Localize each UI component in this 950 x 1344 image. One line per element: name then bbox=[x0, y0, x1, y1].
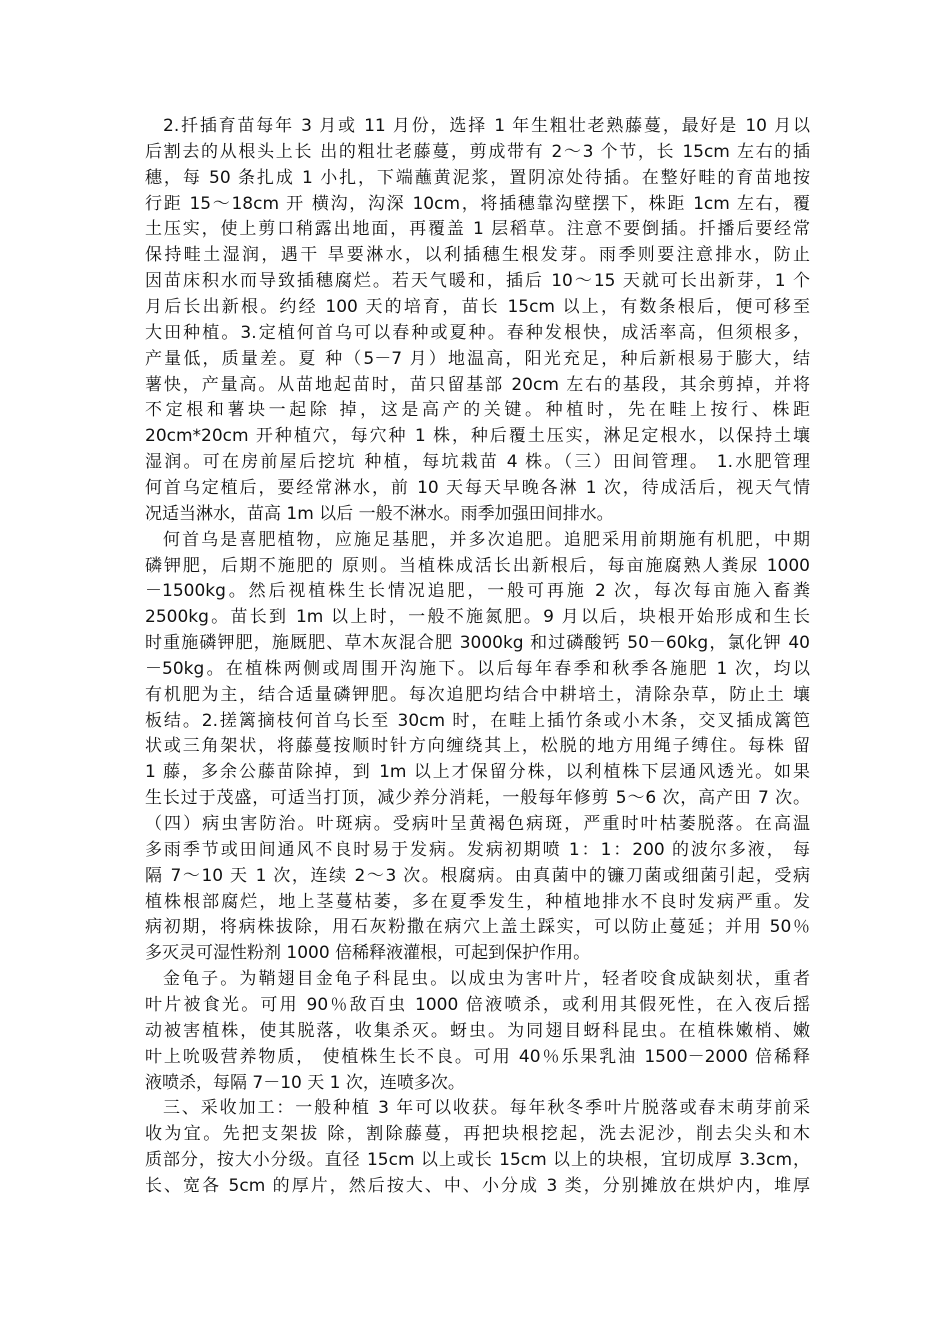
text-line: 质部分，按大小分级。直径 15cm 以上或长 15cm 以上的块根，宜切成厚 3.3cm， bbox=[145, 1150, 810, 1170]
text-line: 况适当淋水，苗高 1m 以后 一般不淋水。雨季加强田间排水。 bbox=[145, 503, 614, 524]
text-line: －50kg。在植株两侧或周围开沟施下。以后每年春季和秋季各施肥 1 次，均以 bbox=[145, 658, 810, 679]
text-line: 多灭灵可湿性粉剂 1000 倍稀释液灌根，可起到保护作用。 bbox=[145, 943, 591, 964]
text-line: 长、宽各 5cm 的厚片，然后按大、中、小分成 3 类，分别摊放在烘炉内，堆厚 bbox=[145, 1175, 810, 1196]
text-line: 土压实，使上剪口稍露出地面，再覆盖 1 层稻草。注意不要倒插。扦播后要经常 bbox=[145, 219, 810, 240]
text-line: 状或三角架状，将藤蔓按顺时针方向缠绕其上，松脱的地方用绳子缚住。每株 留 bbox=[145, 736, 810, 757]
text-line: 产量低，质量差。夏 种（5－7 月）地温高，阳光充足，种后新根易于膨大，结 bbox=[145, 348, 810, 369]
text-line: 2.扦插育苗每年 3 月或 11 月份，选择 1 年生粗壮老熟藤蔓，最好是 10 月以 bbox=[163, 116, 810, 136]
text-line: 何首乌是喜肥植物，应施足基肥，并多次追肥。追肥采用前期施有机肥，中期 bbox=[163, 529, 810, 550]
text-line: 薯快，产量高。从苗地起苗时，苗只留基部 20cm 左右的基段，其余剪掉，并将 bbox=[145, 374, 810, 395]
text-line: －1500kg。然后视植株生长情况追肥，一般可再施 2 次，每次每亩施入畜粪 bbox=[145, 581, 810, 602]
text-line: 月后长出新根。约经 100 天的培育，苗长 15cm 以上，有数条根后，便可移至 bbox=[145, 297, 810, 317]
text-line: 2500kg。苗长到 1m 以上时，一般不施氮肥。9 月以后，块根开始形成和生长 bbox=[145, 607, 810, 628]
text-line: 植株根部腐烂，地上茎蔓枯萎，多在夏季发生，种植地排水不良时发病严重。发 bbox=[145, 891, 810, 912]
text-line: 三、采收加工：一般种植 3 年可以收获。每年秋冬季叶片脱落或春末萌芽前采 bbox=[163, 1098, 810, 1119]
text-line: 隔 7～10 天 1 次，连续 2～3 次。根腐病。由真菌中的镰刀菌或细菌引起，受病 bbox=[145, 865, 810, 886]
text-line: 动被害植株，使其脱落，收集杀灭。蚜虫。为同翅目蚜科昆虫。在植株嫩梢、嫩 bbox=[145, 1020, 810, 1041]
text-line: 因苗床积水而导致插穗腐烂。若天气暖和，插后 10～15 天就可长出新芽，1 个 bbox=[145, 271, 810, 292]
text-line: 保持畦土湿润，遇干 旱要淋水，以利插穗生根发芽。雨季则要注意排水，防止 bbox=[145, 245, 810, 266]
text-line: 多雨季节或田间通风不良时易于发病。发病初期喷 1：1：200 的波尔多液， 每 bbox=[145, 839, 810, 860]
text-line: 行距 15～18cm 开 横沟，沟深 10cm，将插穗靠沟壁摆下，株距 1cm 左右，覆 bbox=[145, 193, 810, 214]
text-line: 收为宜。先把支架拔 除，割除藤蔓，再把块根挖起，洗去泥沙，削去尖头和木 bbox=[145, 1124, 810, 1145]
text-line: 湿润。可在房前屋后挖坑 种植，每坑栽苗 4 株。（三）田间管理。 1.水肥管理 bbox=[145, 452, 810, 473]
text-line: 有机肥为主，结合适量磷钾肥。每次追肥均结合中耕培土，清除杂草，防止土 壤 bbox=[145, 684, 810, 705]
text-line: 大田种植。3.定植何首乌可以春种或夏种。春种发根快，成活率高，但须根多， bbox=[145, 322, 810, 343]
text-line: 生长过于茂盛，可适当打顶，减少养分消耗，一般每年修剪 5～6 次，高产田 7 次。 bbox=[145, 788, 810, 809]
text-line: 时重施磷钾肥，施厩肥、草木灰混合肥 3000kg 和过磷酸钙 50－60kg，氯化钾 40 bbox=[145, 633, 810, 653]
text-line: 穗，每 50 条扎成 1 小扎，下端蘸黄泥浆，置阴凉处待插。在整好畦的育苗地按 bbox=[145, 167, 810, 188]
text-line: 板结。2.搓篱摘枝何首乌长至 30cm 时，在畦上插竹条或小木条，交叉插成篱笆 bbox=[145, 710, 810, 731]
text-line: 磷钾肥，后期不施肥的 原则。当植株成活长出新根后，每亩施腐熟人粪尿 1000 bbox=[145, 555, 810, 576]
text-line: 后割去的从根头上长 出的粗壮老藤蔓，剪成带有 2～3 个节，长 15cm 左右的插 bbox=[145, 141, 810, 162]
text-line: 不定根和薯块一起除 掉，这是高产的关键。种植时，先在畦上按行、株距 bbox=[145, 400, 810, 421]
text-line: 液喷杀，每隔 7－10 天 1 次，连喷多次。 bbox=[145, 1072, 465, 1093]
text-line: 20cm*20cm 开种植穴，每穴种 1 株，种后覆土压实，淋足定根水，以保持土壤 bbox=[145, 426, 810, 447]
text-line: 1 藤，多余公藤苗除掉，到 1m 以上才保留分株，以利植株下层通风透光。如果 bbox=[145, 762, 810, 783]
text-line: 叶上吮吸营养物质， 使植株生长不良。可用 40％乐果乳油 1500－2000 倍稀释 bbox=[145, 1046, 810, 1067]
text-line: 叶片被食光。可用 90％敌百虫 1000 倍液喷杀，或利用其假死性，在入夜后摇 bbox=[145, 994, 810, 1015]
text-line: 何首乌定植后，要经常淋水，前 10 天每天早晚各淋 1 次，待成活后，视天气情 bbox=[145, 477, 810, 498]
text-line: 病初期，将病株拔除，用石灰粉撒在病穴上盖土踩实，可以防止蔓延；并用 50％ bbox=[145, 917, 810, 938]
text-line: （四）病虫害防治。叶斑病。受病叶呈黄褐色病斑，严重时叶枯萎脱落。在高温 bbox=[145, 814, 810, 834]
text-line: 金龟子。为鞘翅目金龟子科昆虫。以成虫为害叶片，轻者咬食成缺刻状，重者 bbox=[163, 969, 810, 990]
